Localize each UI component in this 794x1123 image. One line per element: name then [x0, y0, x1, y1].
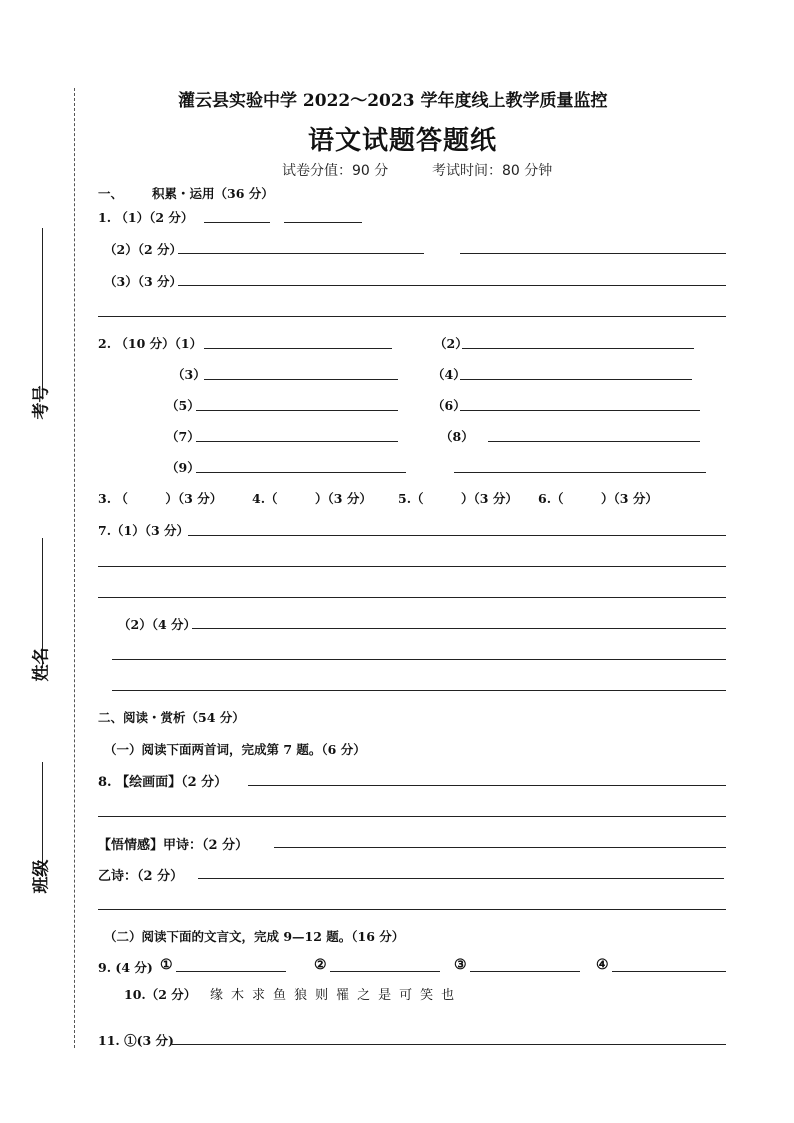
q1-part2-blank-b[interactable] — [460, 253, 726, 254]
q2-label: 2. （10 分）（1） — [98, 336, 203, 351]
q10-char[interactable]: 鱼 — [273, 988, 287, 1003]
q9-blank-3[interactable] — [470, 971, 580, 972]
section1-number: 一、 — [98, 186, 124, 201]
time-label: 考试时间：80 分钟 — [432, 163, 553, 179]
q7-part1-line2[interactable] — [98, 566, 726, 567]
q2-item7-label: （7） — [166, 429, 200, 444]
class-label: 班级 — [31, 859, 52, 894]
q10-char[interactable]: 缘 — [210, 988, 224, 1003]
section2-part2-heading: （二）阅读下面的文言文，完成 9—12 题。（16 分） — [104, 929, 405, 944]
q9-circle-1: ① — [160, 957, 173, 973]
q10-char[interactable]: 罹 — [336, 988, 350, 1003]
q2-blank-6[interactable] — [460, 410, 700, 411]
q9-blank-4[interactable] — [612, 971, 726, 972]
q7-part2-line2[interactable] — [112, 659, 726, 660]
q7-part2-line1[interactable] — [192, 628, 726, 629]
paper-title: 语文试题答题纸 — [308, 126, 498, 156]
q2-blank-2[interactable] — [462, 348, 694, 349]
q1-part3-blank-line2[interactable] — [98, 316, 726, 317]
q6-choice[interactable]: 6.（ ）（3 分） — [538, 491, 658, 506]
q2-blank-4[interactable] — [460, 379, 692, 380]
q10-char[interactable]: 狼 — [294, 988, 308, 1003]
q9-circle-2: ② — [314, 957, 327, 973]
school-title: 灌云县实验中学 2022～2023 学年度线上教学质量监控 — [178, 91, 608, 111]
q8-part1-line1[interactable] — [248, 785, 726, 786]
q7-part2-line3[interactable] — [112, 690, 726, 691]
q8-part3-label: 乙诗：（2 分） — [98, 869, 184, 884]
q4-choice[interactable]: 4.（ ）（3 分） — [252, 491, 372, 506]
q1-part1-label: 1. （1）（2 分） — [98, 210, 194, 225]
binding-dashed-line — [74, 88, 75, 1048]
q5-choice[interactable]: 5.（ ）（3 分） — [398, 491, 518, 506]
q9-blank-2[interactable] — [330, 971, 440, 972]
q7-part1-line3[interactable] — [98, 597, 726, 598]
exam-no-line — [42, 228, 43, 398]
q2-item8-label: （8） — [440, 429, 474, 444]
q10-char[interactable]: 也 — [441, 988, 455, 1003]
q7-part1-line1[interactable] — [188, 535, 726, 536]
q2-blank-3[interactable] — [204, 379, 398, 380]
q8-part1-line2[interactable] — [98, 816, 726, 817]
q2-item4-label: （4） — [432, 367, 466, 382]
q2-blank-7[interactable] — [196, 441, 398, 442]
q2-blank-8[interactable] — [488, 441, 700, 442]
q2-item6-label: （6） — [432, 398, 466, 413]
q9-circle-3: ③ — [454, 957, 467, 973]
exam-no-label: 考号 — [31, 385, 52, 420]
score-label: 试卷分值：90 分 — [282, 163, 389, 179]
q10-char[interactable]: 木 — [231, 988, 245, 1003]
q10-sentence[interactable] — [210, 984, 462, 1003]
q8-part2-label: 【悟情感】甲诗：（2 分） — [98, 838, 249, 853]
q8-part2-line[interactable] — [274, 847, 726, 848]
section2-heading: 二、阅读・赏析（54 分） — [98, 710, 245, 725]
q10-label: 10.（2 分） — [124, 987, 197, 1002]
q1-part1-blank-a[interactable] — [204, 222, 270, 223]
q1-part2-blank-a[interactable] — [178, 253, 424, 254]
q10-char[interactable]: 之 — [357, 988, 371, 1003]
q7-part1-label: 7.（1）（3 分） — [98, 523, 190, 538]
q2-blank-9a[interactable] — [196, 472, 406, 473]
q9-blank-1[interactable] — [176, 971, 286, 972]
q2-item3-label: （3） — [172, 367, 206, 382]
q11-blank-1[interactable] — [172, 1044, 726, 1045]
q11-label: 11. ①(3 分) — [98, 1033, 174, 1048]
q10-char[interactable]: 则 — [315, 988, 329, 1003]
q3-choice[interactable]: 3. （ ）（3 分） — [98, 491, 223, 506]
q1-part3-blank-line1[interactable] — [178, 285, 726, 286]
q2-blank-5[interactable] — [196, 410, 398, 411]
q10-char[interactable]: 笑 — [420, 988, 434, 1003]
q2-blank-1[interactable] — [204, 348, 392, 349]
q8-part1-label: 8. 【绘画面】（2 分） — [98, 775, 228, 790]
name-label: 姓名 — [31, 647, 52, 682]
q9-label: 9. (4 分) — [98, 960, 153, 975]
q8-part3-line1[interactable] — [198, 878, 724, 879]
q1-part3-label: （3）（3 分） — [104, 274, 182, 289]
q2-item2-label: （2） — [434, 336, 468, 351]
q1-part1-blank-b[interactable] — [284, 222, 362, 223]
q2-item5-label: （5） — [166, 398, 200, 413]
q9-circle-4: ④ — [596, 957, 609, 973]
q8-part3-line2[interactable] — [98, 909, 726, 910]
q10-char[interactable]: 求 — [252, 988, 266, 1003]
q10-char[interactable]: 可 — [399, 988, 413, 1003]
q1-part2-label: （2）（2 分） — [104, 242, 182, 257]
q7-part2-label: （2）（4 分） — [118, 617, 196, 632]
q2-blank-9b[interactable] — [454, 472, 706, 473]
section2-part1-heading: （一）阅读下面两首词，完成第 7 题。（6 分） — [104, 742, 366, 757]
q10-char[interactable]: 是 — [378, 988, 392, 1003]
q2-item9-label: （9） — [166, 460, 200, 475]
section1-heading: 积累・运用（36 分） — [152, 186, 274, 201]
